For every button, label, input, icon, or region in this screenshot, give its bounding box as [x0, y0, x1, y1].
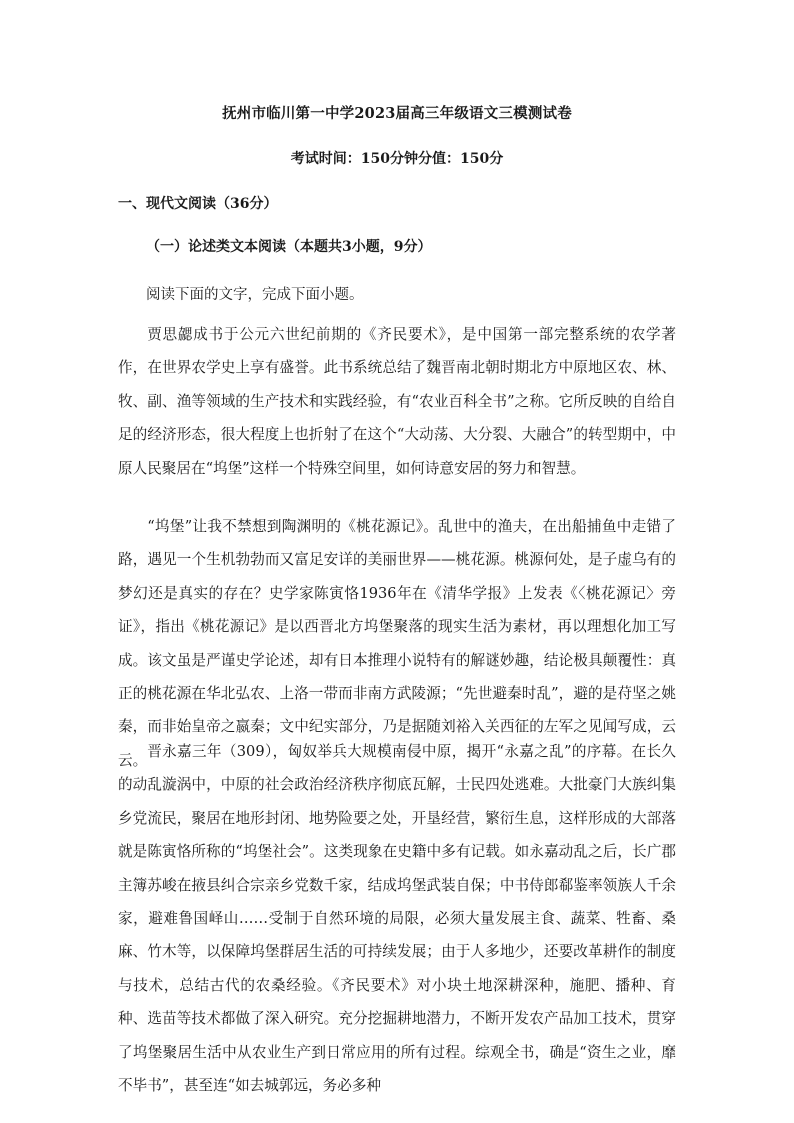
- reading-instruction: 阅读下面的文字，完成下面小题。: [146, 287, 364, 303]
- paragraph: “坞堡”让我不禁想到陶渊明的《桃花源记》。乱世中的渔夫，在出船捕鱼中走错了路，遇见一个生机勃勃而又富足安详的美丽世界——桃花源。桃源何处，是子虚乌有的梦幻还是真实的存在？史学家陈寅恪1936年在《清华学报》上发表《〈桃花源记〉旁证》，指出《桃花源记》是以西晋北方坞堡聚落的现实生活为素材，再以理想化加工写成。该文虽是严谨史学论述，却有日本推理小说特有的解谜妙趣，结论极具颠覆性：真正的桃花源在华北弘农、上洛一带而非南方武陵源；“先世避秦时乱”，避的是苻坚之姚秦，而非始皇帝之嬴秦；文中纪实部分，乃是据随刘裕入关西征的左军之见闻写成，云云。: [118, 518, 676, 769]
- page-title: 抚州市临川第一中学2023届高三年级语文三模测试卷: [222, 105, 572, 122]
- paragraph: 晋永嘉三年（309），匈奴举兵大规模南侵中原，揭开“永嘉之乱”的序幕。在长久的动乱漩涡中，中原的社会政治经济秩序彻底瓦解，士民四处逃难。大批豪门大族纠集乡党流民，聚居在地形封闭、地势险要之处，开垦经营，繁衍生息，这样形成的大部落就是陈寅恪所称的“坞堡社会”。这类现象在史籍中多有记载。如永嘉动乱之后，长广郡主簿苏峻在掖县纠合宗亲乡党数千家，结成坞堡武装自保；中书侍郎郗鉴率领族人千余家，避难鲁国峄山……受制于自然环境的局限，必须大量发展主食、蔬菜、牲畜、桑麻、竹木等，以保障坞堡群居生活的可持续发展；由于人多地少，还要改革耕作的制度与技术，总结古代的农桑经验。《齐民要术》对小块土地深耕深种，施肥、播种、育种、选苗等技术都做了深入研究。充分挖掘耕地潜力，不断开发农产品加工技术，贯穿了坞堡聚居生活中从农业生产到日常应用的所有过程。综观全书，确是“资生之业，靡不毕书”，甚至连“如去城郭远，务必多种: [118, 743, 676, 1095]
- section-heading: 一、现代文阅读（36分）: [118, 196, 278, 212]
- paragraph: 贾思勰成书于公元六世纪前期的《齐民要术》，是中国第一部完整系统的农学著作，在世界农学史上享有盛誉。此书系统总结了魏晋南北朝时期北方中原地区农、林、牧、副、渔等领域的生产技术和实践经验，有“农业百科全书”之称。它所反映的自给自足的经济形态，很大程度上也折射了在这个“大动荡、大分裂、大融合”的转型期中，中原人民聚居在“坞堡”这样一个特殊空间里，如何诗意安居的努力和智慧。: [118, 326, 676, 477]
- subsection-heading: （一）论述类文本阅读（本题共3小题，9分）: [146, 239, 432, 255]
- exam-info: 考试时间：150分钟分值：150分: [290, 151, 504, 167]
